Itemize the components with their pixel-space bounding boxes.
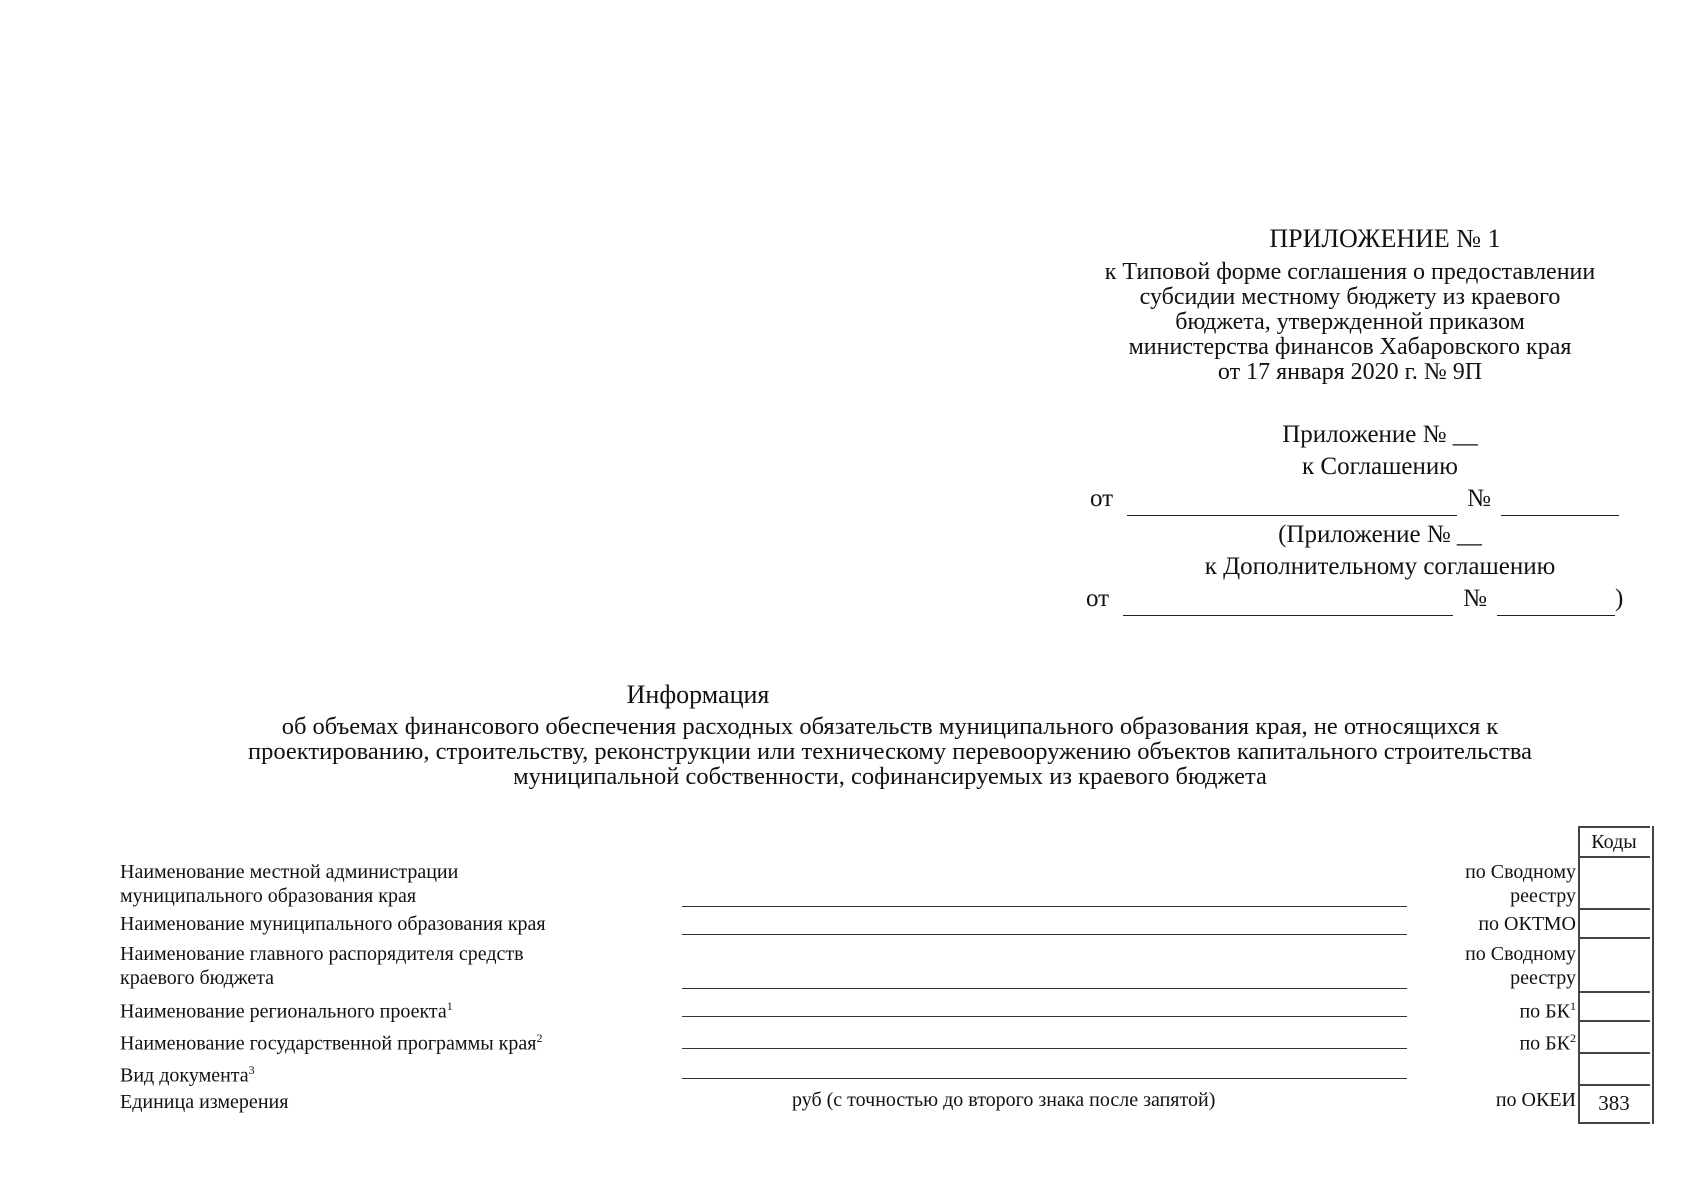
regional-project-field[interactable] bbox=[682, 1016, 1407, 1017]
appendix-line: министерства финансов Хабаровского края bbox=[1128, 334, 1572, 360]
label-text: Наименование регионального проекта bbox=[120, 1000, 447, 1023]
info-form bbox=[120, 826, 1650, 1126]
label-text: Вид документа bbox=[120, 1064, 249, 1087]
municipality-field[interactable] bbox=[682, 934, 1407, 935]
closing-paren: ) bbox=[1614, 585, 1624, 612]
label-line: краевого бюджета bbox=[120, 967, 275, 989]
code-cell-consolidated-registry-2[interactable] bbox=[1578, 939, 1650, 993]
code-cell-oktmo[interactable] bbox=[1578, 910, 1650, 939]
row-label-local-admin bbox=[120, 860, 458, 908]
label-line: Наименование главного распорядителя средств bbox=[120, 943, 524, 965]
code-label-line: по Сводному bbox=[1465, 861, 1576, 883]
agreement-date-field[interactable] bbox=[1127, 491, 1457, 516]
additional-agreement-date-row bbox=[1086, 582, 1650, 616]
additional-appendix-label: (Приложение № __ bbox=[1278, 521, 1482, 548]
to-agreement-label: к Соглашению bbox=[1302, 453, 1458, 480]
code-cell-okei[interactable]: 383 bbox=[1578, 1086, 1650, 1124]
additional-agreement-number-field[interactable] bbox=[1497, 591, 1615, 616]
code-label-okei: по ОКЕИ bbox=[1495, 1089, 1576, 1111]
from-label: от bbox=[1090, 485, 1114, 512]
chief-manager-field[interactable] bbox=[682, 988, 1407, 989]
row-label-unit: Единица измерения bbox=[120, 1091, 289, 1113]
code-label-line: реестру bbox=[1510, 967, 1576, 989]
code-label-consolidated-registry bbox=[1465, 860, 1576, 908]
appendix-header bbox=[1040, 224, 1660, 385]
row-label-state-program bbox=[120, 1026, 542, 1056]
agreement-reference-block bbox=[1086, 418, 1650, 616]
additional-agreement-date-field[interactable] bbox=[1123, 591, 1453, 616]
number-label-2: № bbox=[1463, 585, 1487, 612]
to-additional-agreement-label: к Дополнительному соглашению bbox=[1204, 553, 1556, 580]
row-label-regional-project bbox=[120, 994, 453, 1024]
agreement-appendix-label: Приложение № __ bbox=[1282, 421, 1478, 448]
code-cell-consolidated-registry[interactable] bbox=[1578, 858, 1650, 910]
code-cell-bk-1[interactable] bbox=[1578, 993, 1650, 1022]
appendix-line: к Типовой форме соглашения о предоставлении bbox=[1104, 259, 1596, 285]
code-label-text: по БК bbox=[1519, 1000, 1570, 1023]
footnote-mark: 3 bbox=[248, 1063, 255, 1077]
code-label-bk-2 bbox=[1519, 1026, 1576, 1056]
code-label-line: реестру bbox=[1510, 885, 1576, 907]
document-type-field[interactable] bbox=[682, 1078, 1407, 1079]
code-label-oktmo: по ОКТМО bbox=[1478, 913, 1576, 935]
footnote-mark: 1 bbox=[446, 999, 453, 1013]
from-label-2: от bbox=[1086, 585, 1110, 612]
info-subtitle-line: об объемах финансового обеспечения расходных обязательств муниципального образования края, не относящихся к bbox=[281, 713, 1499, 740]
code-label-bk bbox=[1519, 994, 1576, 1024]
info-title: Информация bbox=[626, 680, 770, 709]
code-cell-document-type[interactable] bbox=[1578, 1054, 1650, 1086]
state-program-field[interactable] bbox=[682, 1048, 1407, 1049]
info-subtitle-line: проектированию, строительству, реконструкции или техническому перевооружению объектов капитального строительства bbox=[248, 738, 1532, 765]
label-text: Наименование государственной программы края bbox=[120, 1032, 537, 1055]
appendix-description bbox=[1040, 260, 1660, 385]
local-admin-field[interactable] bbox=[682, 906, 1407, 907]
codes-header: Коды bbox=[1578, 826, 1650, 858]
row-label-municipality: Наименование муниципального образования края bbox=[120, 913, 546, 935]
appendix-title: ПРИЛОЖЕНИЕ № 1 bbox=[1269, 224, 1501, 253]
appendix-line: от 17 января 2020 г. № 9П bbox=[1217, 359, 1483, 385]
unit-value: руб (с точностью до второго знака после запятой) bbox=[792, 1089, 1216, 1111]
label-line: Наименование местной администрации bbox=[120, 861, 459, 883]
code-label-text: по БК bbox=[1519, 1032, 1570, 1055]
info-subtitle-line: муниципальной собственности, софинансируемых из краевого бюджета bbox=[513, 763, 1267, 790]
appendix-line: субсидии местному бюджету из краевого bbox=[1139, 284, 1561, 310]
agreement-date-row bbox=[1090, 482, 1650, 516]
info-subtitle bbox=[120, 714, 1660, 789]
row-label-document-type bbox=[120, 1058, 255, 1088]
code-cell-bk-2[interactable] bbox=[1578, 1022, 1650, 1054]
label-line: муниципального образования края bbox=[120, 885, 417, 907]
code-label-consolidated-registry-2 bbox=[1465, 942, 1576, 990]
code-label-line: по Сводному bbox=[1465, 943, 1576, 965]
agreement-number-field[interactable] bbox=[1501, 491, 1619, 516]
appendix-line: бюджета, утвержденной приказом bbox=[1175, 309, 1525, 335]
row-label-chief-manager bbox=[120, 942, 524, 990]
number-label: № bbox=[1467, 485, 1491, 512]
footnote-mark: 2 bbox=[1570, 1031, 1576, 1045]
footnote-mark: 2 bbox=[536, 1031, 543, 1045]
footnote-mark: 1 bbox=[1570, 999, 1576, 1013]
